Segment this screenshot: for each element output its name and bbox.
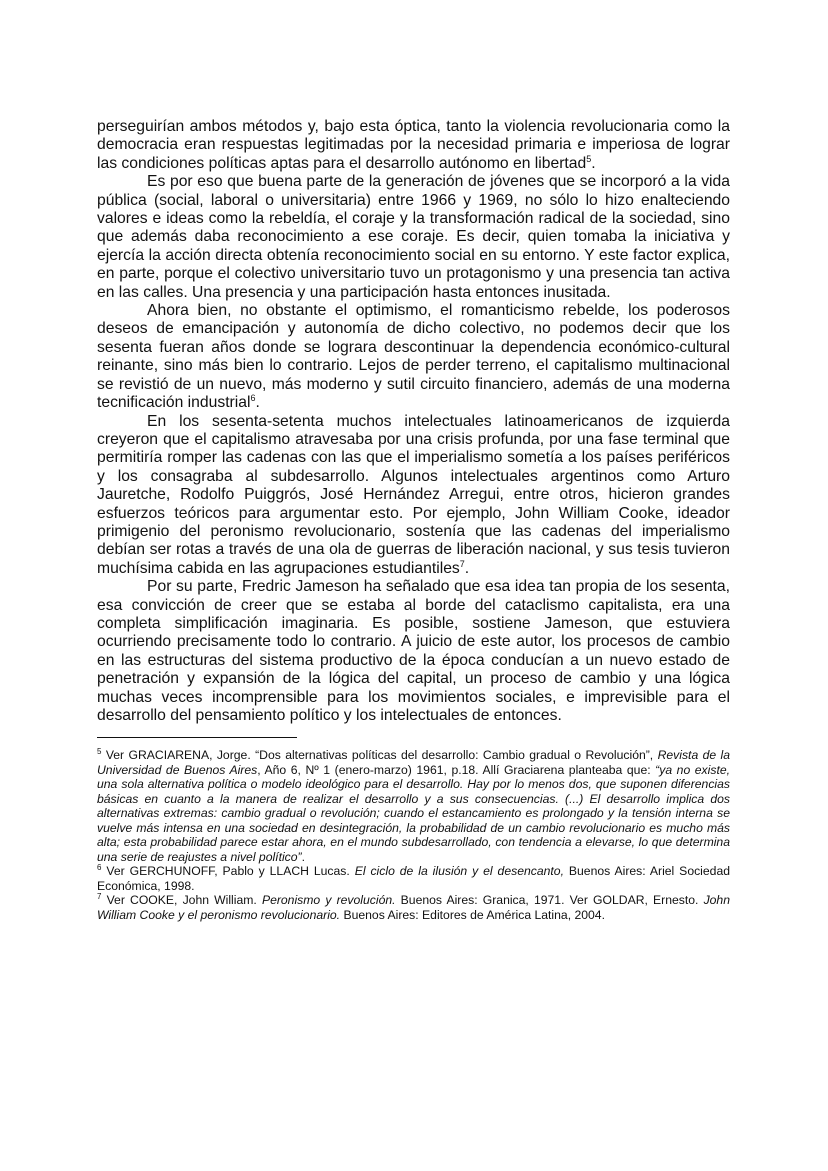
paragraph-3: Ahora bien, no obstante el optimismo, el romanticismo rebelde, los poderosos deseos de emancipación y autonomía de dicho colectivo, no podemos decir que los sesenta fueran años donde se lograra descontinuar la dependencia económico-cultural reinante, sino más bien lo contrario. Lejos de perder terreno, el capitalismo multinacional se revistió de un nuevo, más moderno y sutil circuito financiero, además de una moderna tecnificación industrial$^6$.: [97, 302, 730, 412]
footnote-separator: [97, 737, 297, 738]
body-text: [97, 118, 730, 725]
footnote-mark-7: 7: [97, 892, 102, 902]
journal-title: Revista de la Universidad de Buenos Aires: [97, 748, 731, 777]
paragraph-5: Por su parte, Fredric Jameson ha señalado que esa idea tan propia de los sesenta, esa convicción de creer que se estaba al borde del cataclismo capitalista, era una completa simplificación imaginaria. Es posible, sostiene Jameson, que estuviera ocurriendo precisamente todo lo contrario. A juicio de este autor, los procesos de cambio en las estructuras del sistema productivo de la época conducían a un nuevo estado de penetración y expansión de la lógica del capital, un proceso de cambio y una lógica muchas veces incomprensible para los movimientos sociales, e imprevisible para el desarrollo del pensamiento político y los intelectuales de entonces.: [97, 578, 730, 724]
book-title: El ciclo de la ilusión y el desencanto,: [354, 864, 564, 879]
footnote-mark-5: 5: [97, 747, 102, 757]
book-title-2: John William Cooke y el peronismo revolucionario.: [97, 893, 730, 922]
paragraph-4: En los sesenta-setenta muchos intelectuales latinoamericanos de izquierda creyeron que el capitalismo atravesaba por una crisis profunda, por una fase terminal que permitiría romper las cadenas con las que el imperialismo sometía a los países periféricos y los consagraba al subdesarrollo. Algunos intelectuales argentinos como Arturo Jauretche, Rodolfo Puiggrós, José Hernández Arregui, entre otros, hicieron grandes esfuerzos teóricos para argumentar esto. Por ejemplo, John William Cooke, ideador primigenio del peronismo revolucionario, sostenía que las cadenas del imperialismo debían ser rotas a través de una ola de guerras de liberación nacional, y sus tesis tuvieron muchísima cabida en las agrupaciones estudiantiles$^7$.: [97, 412, 730, 577]
footnote-ref-7[interactable]: 7: [459, 558, 465, 569]
footnote-5: $^5$ Ver GRACIARENA, Jorge. “Dos alternativas políticas del desarrollo: Cambio gradual o Revolución”, Revista de la Universidad de Buenos Aires, Año 6, Nº 1 (enero-marzo) 1961, p.18. Allí Graciarena planteaba que: “ya no existe, una sola alternativa política o modelo ideológico para el desarrollo. Hay por lo menos dos, que suponen diferencias básicas en cuanto a la manera de realizar el desarrollo y a sus consecuencias. (...) El desarrollo implica dos alternativas extremas: cambio gradual o revolución; cuando el estancamiento es prolongado y la tensión interna se vuelve más intensa en una sociedad en desintegración, la probabilidad de un cambio revolucionario es mucho más alta; esta probabilidad parece estar ahora, en el mundo subdesarrollado, con tendencia a elevarse, lo que determina una serie de reajustes a nivel político”.: [97, 747, 731, 864]
footnote-6: $^6$ Ver GERCHUNOFF, Pablo y LLACH Lucas. El ciclo de la ilusión y el desencanto, Buenos Aires: Ariel Sociedad Económica, 1998.: [97, 863, 731, 893]
book-title-1: Peronismo y revolución.: [261, 893, 396, 908]
footnote-ref-5[interactable]: 5: [586, 153, 592, 164]
paragraph-2: Es por eso que buena parte de la generación de jóvenes que se incorporó a la vida pública (social, laboral o universitaria) entre 1966 y 1969, no sólo lo hizo enalteciendo valores e ideas como la rebeldía, el coraje y la transformación radical de la sociedad, sino que además daba reconocimiento a ese coraje. Es decir, quien tomaba la iniciativa y ejercía la acción directa obtenía reconocimiento social en su entorno. Y este factor explica, en parte, porque el colectivo universitario tuvo un protagonismo y una presencia tan activa en las calles. Una presencia y una participación hasta entonces inusitada.: [97, 173, 730, 301]
footnotes: [97, 748, 730, 922]
footnote-mark-6: 6: [97, 863, 102, 873]
paragraph-1: perseguirían ambos métodos y, bajo esta óptica, tanto la violencia revolucionaria como la democracia eran respuestas legitimadas por la necesidad primaria e imperiosa de lograr las condiciones políticas aptas para el desarrollo autónomo en libertad$^5$.: [97, 118, 730, 172]
quote-text: “ya no existe, una sola alternativa política o modelo ideológico para el desarrollo. Hay por lo menos dos, que suponen diferencias básicas en cuanto a la manera de realizar el desarrollo y a sus consecuencias. (...) El desarrollo implica dos alternativas extremas: cambio gradual o revolución; cuando el estancamiento es prolongado y la tensión interna se vuelve más intensa en una sociedad en desintegración, la probabilidad de un cambio revolucionario es mucho más alta; esta probabilidad parece estar ahora, en el mundo subdesarrollado, con tendencia a elevarse, lo que determina una serie de reajustes a nivel político”: [97, 762, 730, 864]
footnote-ref-6[interactable]: 6: [250, 392, 256, 403]
footnote-7: $^7$ Ver COOKE, John William. Peronismo y revolución. Buenos Aires: Granica, 1971. Ver GOLDAR, Ernesto. John William Cooke y el peronismo revolucionario. Buenos Aires: Editores de América Latina, 2004.: [97, 892, 730, 922]
document-page: [97, 118, 730, 922]
